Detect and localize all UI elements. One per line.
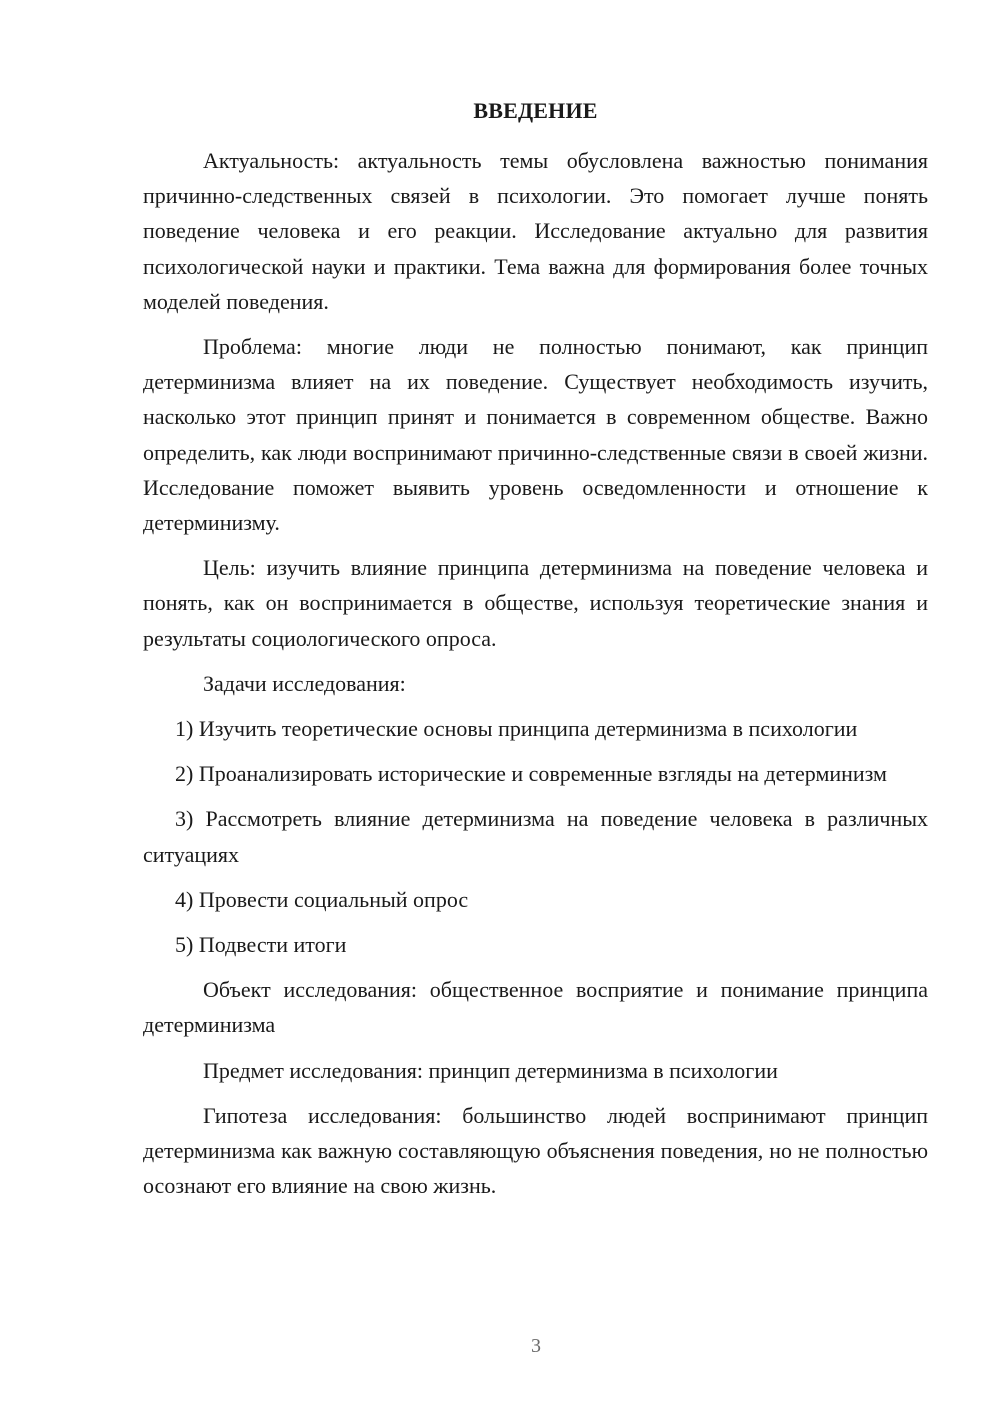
paragraph-tasks-title: Задачи исследования: (203, 670, 406, 696)
paragraph-subject: Предмет исследования: принцип детерминизма в психологии (203, 1057, 778, 1083)
page-number: 3 (531, 1335, 541, 1357)
paragraph-hypothesis: Гипотеза исследования: большинство людей воспринимают принцип детерминизма как важную составляющую объяснения поведения, но не полностью осознают его влияние на свою жизнь. (143, 1102, 928, 1199)
task-item-5: 5) Подвести итоги (175, 932, 347, 958)
task-item-1: 1) Изучить теоретические основы принципа детерминизма в психологии (175, 716, 858, 742)
paragraph-goal: Цель: изучить влияние принципа детерминизма на поведение человека и понять, как он воспринимается в обществе, используя теоретические знания и результаты социологического опроса. (143, 555, 928, 651)
section-heading: ВВЕДЕНИЕ (473, 98, 598, 123)
task-item-2: 2) Проанализировать исторические и современные взгляды на детерминизм (175, 761, 887, 787)
task-item-4: 4) Провести социальный опрос (175, 886, 469, 912)
paragraph-relevance: Актуальность: актуальность темы обусловлена важностью понимания причинно-следственных связей в психологии. Это помогает лучше понять поведение человека и его реакции. Исследование актуально для развития психологической науки и практики. Тема важна для формирования более точных моделей поведения. (143, 148, 928, 314)
paragraph-problem: Проблема: многие люди не полностью понимают, как принцип детерминизма влияет на их поведение. Существует необходимость изучить, насколько этот принцип принят и понимается в современном обществе. Важно определить, как люди воспринимают причинно-следственные связи в своей жизни. Исследование поможет выявить уровень осведомленности и отношение к детерминизму. (143, 334, 928, 536)
paragraph-object: Объект исследования: общественное восприятие и понимание принципа детерминизма (143, 977, 928, 1038)
page-content (143, 96, 928, 1213)
task-item-3: 3) Рассмотреть влияние детерминизма на поведение человека в различных ситуациях (143, 806, 928, 867)
